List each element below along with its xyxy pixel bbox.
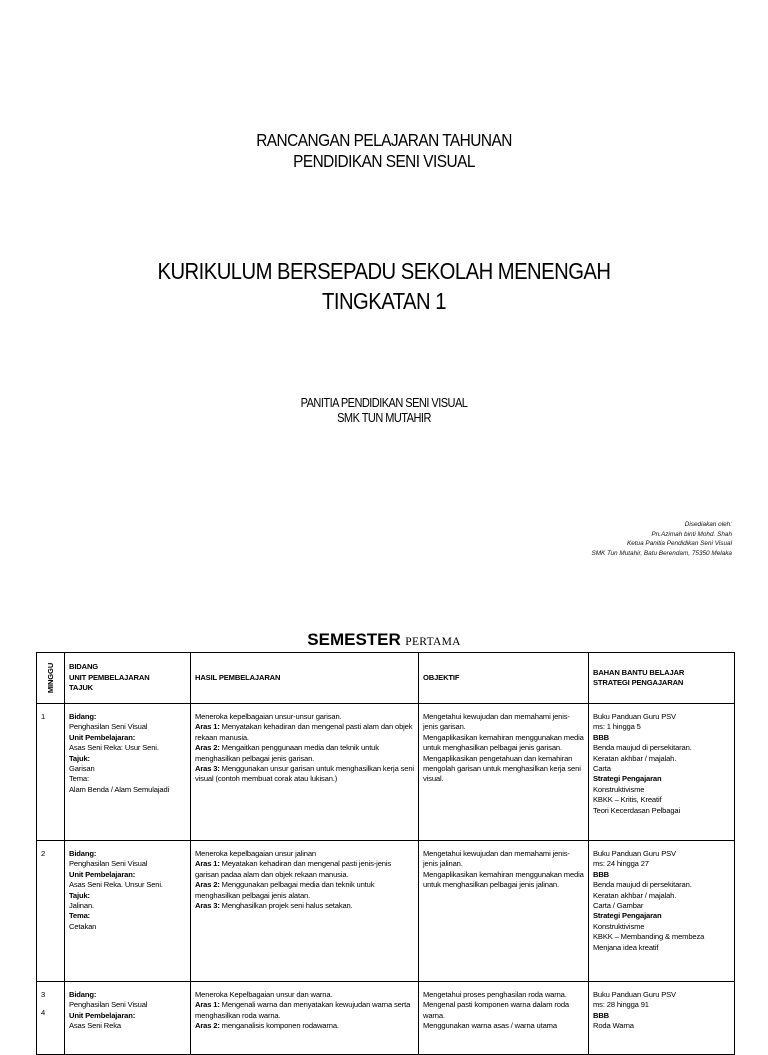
learning-outcome-cell <box>191 841 419 982</box>
learning-outcome-cell <box>191 704 419 841</box>
header-line: UNIT PEMBELAJARAN <box>69 672 150 682</box>
topic-line: Bidang: <box>69 849 97 858</box>
outcome-line <box>195 743 414 764</box>
topic-line: Tajuk: <box>69 753 90 763</box>
objective-line: Mengaplikasikan kemahiran menggunakan media untuk menghasilkan pelbagai jenis jalinan. <box>423 869 584 890</box>
header-col3 <box>419 653 589 704</box>
level-label: Aras 1: <box>195 1000 220 1010</box>
materials-line: Benda maujud di persekitaran. <box>593 743 692 753</box>
week-number: 3 <box>41 990 46 999</box>
outcome-text: Menggunakan pelbagai media dan teknik untuk menghasilkan pelbagai jenis alatan. <box>195 880 375 900</box>
topic-line: Unit Pembelajaran: <box>69 732 136 742</box>
topic-line: Penghasilan Seni Visual <box>69 1000 148 1010</box>
week-number: 4 <box>41 1008 46 1018</box>
minggu-label: MINGGU <box>45 662 55 694</box>
outcome-text: menganalisis komponen rodawarna. <box>219 1021 339 1031</box>
outcome-text: Menghasilkan projek seni halus setakan. <box>219 901 353 911</box>
materials-line: Buku Panduan Guru PSV <box>593 849 676 858</box>
outcome-text: Meneroka kepelbagaian unsur jalinan <box>195 849 316 858</box>
outcome-text: Meyatakan kehadiran dan mengenal pasti jenis-jenis garisan padaa alam dan objek rekaan manusia. <box>195 859 392 879</box>
materials-line: Strategi Pengajaran <box>593 774 662 784</box>
committee-line: PANITIA PENDIDIKAN SENI VISUAL <box>300 396 468 410</box>
topic-line: Unit Pembelajaran: <box>69 869 136 879</box>
materials-strategy-cell <box>589 704 735 841</box>
materials-line: Menjana idea kreatif <box>593 942 659 952</box>
topic-line: Asas Seni Reka. Unsur Seni. <box>69 880 163 890</box>
objective-line: Mengaplikasikan pengetahuan dan kemahiran mengolah garisan untuk menghasilkan kerja seni visual. <box>423 753 581 784</box>
week-number: 1 <box>41 712 46 721</box>
outcome-line <box>195 901 414 911</box>
materials-line: Konstruktivisme <box>593 784 645 794</box>
curriculum-title <box>46 256 722 316</box>
outcome-text: Menyatakan kehadiran dan mengenal pasti alam dan objek rekaan manusia. <box>195 722 413 742</box>
objective-line: Mengaplikasikan kemahiran menggunakan media untuk menghasilkan pelbagai jenis garisan. <box>423 732 584 753</box>
materials-strategy-cell <box>589 982 735 1055</box>
topic-line: Jalinan. <box>69 901 94 911</box>
curriculum-line: TINGKATAN 1 <box>322 288 446 314</box>
topic-line: Tajuk: <box>69 890 90 900</box>
week-cell <box>37 841 65 982</box>
materials-line: Carta / Gambar <box>593 901 644 911</box>
materials-line: ms: 24 hingga 27 <box>593 859 649 869</box>
table-header-row <box>37 653 735 704</box>
materials-line: ms: 1 hingga 5 <box>593 722 641 732</box>
level-label: Aras 3: <box>195 764 220 774</box>
materials-line: BBB <box>593 1010 610 1020</box>
outcome-line <box>195 712 414 722</box>
outcome-text: Menggunakan unsur garisan untuk menghasilkan kerja seni visual (contoh membuat corak atau lukisan.) <box>195 764 414 784</box>
header-line: TAJUK <box>69 683 93 693</box>
header-line: HASIL PEMBELAJARAN <box>195 672 281 682</box>
topic-line: Penghasilan Seni Visual <box>69 859 148 869</box>
committee-title <box>46 396 722 426</box>
level-label: Aras 3: <box>195 901 220 911</box>
topic-line: Alam Benda / Alam Semulajadi <box>69 784 170 794</box>
semester-label: SEMESTER <box>307 630 401 649</box>
preparer-line: SMK Tun Mutahir, Batu Berendam, 75350 Melaka <box>591 549 732 557</box>
table-row <box>37 704 735 841</box>
materials-line: Buku Panduan Guru PSV <box>593 990 676 999</box>
week-number: 2 <box>41 849 46 858</box>
materials-line: KBKK – Kritis, Kreatif <box>593 795 662 805</box>
table-row <box>37 982 735 1055</box>
curriculum-line: KURIKULUM BERSEPADU SEKOLAH MENENGAH <box>157 258 611 284</box>
materials-line: Keratan akhbar / majalah. <box>593 753 677 763</box>
topic-cell <box>65 841 191 982</box>
week-cell <box>37 982 65 1055</box>
topic-line: Tema: <box>69 774 89 784</box>
materials-line: ms: 28 hingga 91 <box>593 1000 649 1010</box>
objective-line: Mengetahui kewujudan dan memahami jenis-jenis garisan. <box>423 712 570 732</box>
topic-cell <box>65 982 191 1055</box>
topic-line: Asas Seni Reka: Usur Seni. <box>69 743 159 753</box>
table-row <box>37 841 735 982</box>
materials-line: KBKK – Membanding & membeza <box>593 932 705 942</box>
outcome-text: Meneroka Kepelbagaian unsur dan warna. <box>195 990 333 999</box>
level-label: Aras 1: <box>195 722 220 732</box>
objective-cell <box>419 841 589 982</box>
preparer-line: Disediakan oleh: <box>684 521 732 528</box>
materials-line: Roda Warna <box>593 1021 634 1031</box>
topic-line: Bidang: <box>69 712 97 721</box>
header-col1 <box>65 653 191 704</box>
preparer-line: Pn.Azimah binti Mohd. Shah <box>651 530 732 538</box>
level-label: Aras 2: <box>195 880 220 890</box>
header-line: STRATEGI PENGAJARAN <box>593 678 684 687</box>
semester-name: PERTAMA <box>405 636 461 648</box>
header-col4 <box>589 653 735 704</box>
objective-line: Mengetahui proses penghasilan roda warna. <box>423 990 567 999</box>
outcome-text: Mengenali warna dan menyatakan kewujudan warna serta menghasilkan roda warna. <box>195 1000 411 1020</box>
objective-line: Mengenal pasti komponen warna dalam roda warna. <box>423 1000 569 1020</box>
outcome-line <box>195 859 414 880</box>
preparer-block <box>591 520 732 558</box>
outcome-text: Mengaitkan penggunaan media dan teknik untuk menghasilkan pelbagai jenis garisan. <box>195 743 379 763</box>
materials-line: Teori Kecerdasan Pelbagai <box>593 805 681 815</box>
level-label: Aras 2: <box>195 743 220 753</box>
topic-line: Garisan <box>69 764 95 774</box>
week-cell <box>37 704 65 841</box>
outcome-line <box>195 722 414 743</box>
materials-line: Konstruktivisme <box>593 921 645 931</box>
header-line: BAHAN BANTU BELAJAR <box>593 667 685 677</box>
topic-line: Tema: <box>69 911 91 921</box>
objective-line: Menggunakan warna asas / warna utama <box>423 1021 557 1031</box>
materials-line: BBB <box>593 869 610 879</box>
header-col2 <box>191 653 419 704</box>
objective-line: Mengetahui kewujudan dan memahami jenis-jenis jalinan. <box>423 849 570 869</box>
topic-line: Unit Pembelajaran: <box>69 1010 136 1020</box>
topic-line: Penghasilan Seni Visual <box>69 722 148 732</box>
outcome-text: Meneroka kepelbagaian unsur-unsur garisan. <box>195 712 342 721</box>
header-line: OBJEKTIF <box>423 672 460 682</box>
outcome-line <box>195 849 414 859</box>
materials-line: Keratan akhbar / majalah. <box>593 890 677 900</box>
materials-line: Buku Panduan Guru PSV <box>593 712 676 721</box>
objective-cell <box>419 982 589 1055</box>
outcome-line <box>195 880 414 901</box>
level-label: Aras 2: <box>195 1021 220 1031</box>
header-minggu <box>37 653 65 704</box>
materials-line: Carta <box>593 764 611 774</box>
materials-strategy-cell <box>589 841 735 982</box>
materials-line: BBB <box>593 732 610 742</box>
lesson-plan-table <box>36 652 735 1055</box>
outcome-line <box>195 990 414 1000</box>
outcome-line <box>195 1021 414 1031</box>
topic-line: Bidang: <box>69 990 97 999</box>
semester-heading <box>0 630 768 650</box>
topic-line: Asas Seni Reka <box>69 1021 121 1031</box>
preparer-line: Ketua Panitia Pendidikan Seni Visual <box>626 540 732 547</box>
level-label: Aras 1: <box>195 859 220 869</box>
header-line: BIDANG <box>69 662 99 672</box>
materials-line: Strategi Pengajaran <box>593 911 662 921</box>
document-title <box>46 130 722 172</box>
title-line: RANCANGAN PELAJARAN TAHUNAN <box>256 130 512 150</box>
materials-line: Benda maujud di persekitaran. <box>593 880 692 890</box>
school-line: SMK TUN MUTAHIR <box>337 411 431 425</box>
outcome-line <box>195 1000 414 1021</box>
objective-cell <box>419 704 589 841</box>
outcome-line <box>195 764 414 785</box>
topic-line: Cetakan <box>69 921 97 931</box>
title-line: PENDIDIKAN SENI VISUAL <box>293 151 475 171</box>
learning-outcome-cell <box>191 982 419 1055</box>
topic-cell <box>65 704 191 841</box>
